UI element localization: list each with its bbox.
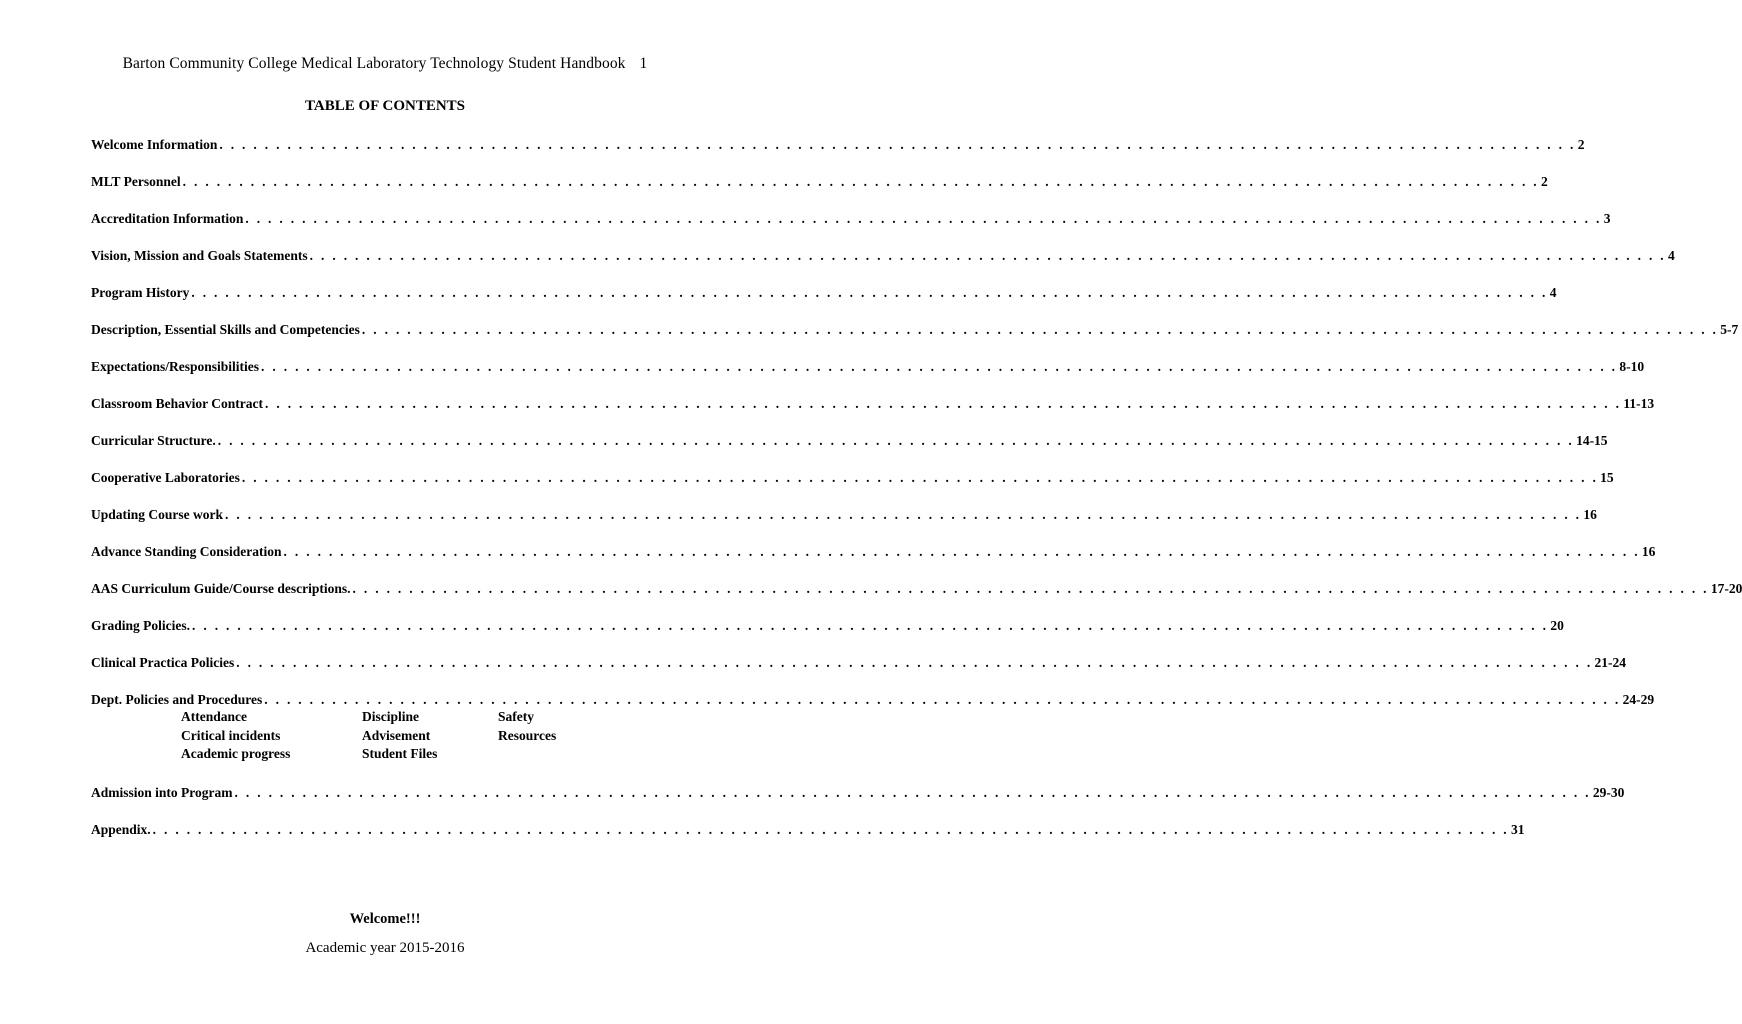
- toc-entry-page: 8-10: [1619, 359, 1645, 374]
- toc-entry-title: Dept. Policies and Procedures: [91, 692, 263, 707]
- toc-entry-title: Appendix.: [91, 822, 151, 837]
- subtopic-column: [362, 708, 437, 764]
- toc-entry-page: 11-13: [1623, 396, 1655, 411]
- toc-entry-page: 20: [1550, 618, 1564, 633]
- leader-dots: . . . . . . . . . . . . . . . . . . . . . . . . . . . . . . . . . . . . . . . . . . . . . . . . . . . . . . . . . . . . . . . . . . . . . . . . . . . . . . . . . . . . . . . . . . . . . . . . . . . . . . . . . . . . . . . . . . . . . . . .: [191, 285, 1548, 300]
- toc-entry: [91, 247, 1675, 284]
- leader-dots: . . . . . . . . . . . . . . . . . . . . . . . . . . . . . . . . . . . . . . . . . . . . . . . . . . . . . . . . . . . . . . . . . . . . . . . . . . . . . . . . . . . . . . . . . . . . . . . . . . . . . . . . . . . . . . . . . . . . . . . .: [192, 618, 1549, 633]
- toc-entry: [91, 321, 1739, 358]
- toc-entry: [91, 284, 1557, 321]
- leader-dots: . . . . . . . . . . . . . . . . . . . . . . . . . . . . . . . . . . . . . . . . . . . . . . . . . . . . . . . . . . . . . . . . . . . . . . . . . . . . . . . . . . . . . . . . . . . . . . . . . . . . . . . . . . . . . . . . . . . . . . . .: [241, 470, 1599, 485]
- leader-dots: . . . . . . . . . . . . . . . . . . . . . . . . . . . . . . . . . . . . . . . . . . . . . . . . . . . . . . . . . . . . . . . . . . . . . . . . . . . . . . . . . . . . . . . . . . . . . . . . . . . . . . . . . . . . . . . . . . . . . . . .: [245, 211, 1602, 226]
- toc-entry-title: Cooperative Laboratories: [91, 470, 240, 485]
- leader-dots: . . . . . . . . . . . . . . . . . . . . . . . . . . . . . . . . . . . . . . . . . . . . . . . . . . . . . . . . . . . . . . . . . . . . . . . . . . . . . . . . . . . . . . . . . . . . . . . . . . . . . . . . . . . . . . . . . . . . . . . .: [225, 507, 1582, 522]
- toc-entry: [91, 395, 1655, 432]
- toc-entry-page: 4: [1667, 248, 1675, 263]
- toc-entry-title: Clinical Practica Policies: [91, 655, 235, 670]
- academic-year: Academic year 2015-2016: [305, 940, 465, 956]
- toc-entry-title: Curricular Structure.: [91, 433, 216, 448]
- toc-entry: [91, 821, 1525, 858]
- toc-entry-page: 15: [1600, 470, 1614, 485]
- toc-entry: [91, 580, 1742, 617]
- leader-dots: . . . . . . . . . . . . . . . . . . . . . . . . . . . . . . . . . . . . . . . . . . . . . . . . . . . . . . . . . . . . . . . . . . . . . . . . . . . . . . . . . . . . . . . . . . . . . . . . . . . . . . . . . . . . . . . . . . . . . . . .: [309, 248, 1666, 263]
- subtopic: Attendance: [181, 709, 247, 724]
- toc-entry: [91, 506, 1597, 543]
- toc-entry-title: Vision, Mission and Goals Statements: [91, 248, 308, 263]
- welcome-heading: Welcome!!!: [349, 911, 421, 927]
- subtopic-column: [181, 708, 290, 764]
- subtopic: Safety: [498, 709, 534, 724]
- toc-entry-page: 2: [1540, 174, 1548, 189]
- toc-entry: [91, 358, 1645, 395]
- page-number: 1: [639, 55, 648, 72]
- toc-entry-page: 4: [1549, 285, 1557, 300]
- toc-entry-title: Welcome Information: [91, 137, 218, 152]
- toc-entry-title: AAS Curriculum Guide/Course descriptions.: [91, 581, 351, 596]
- subtopic: Resources: [498, 727, 557, 743]
- toc-entry-title: Updating Course work: [91, 507, 224, 522]
- toc-entry-page: 21-24: [1594, 655, 1627, 670]
- dept-policy-subtopics: [91, 709, 681, 784]
- toc-entry: [91, 432, 1608, 469]
- subtopic: Discipline: [362, 709, 420, 724]
- toc-entry: [91, 136, 1585, 173]
- leader-dots: . . . . . . . . . . . . . . . . . . . . . . . . . . . . . . . . . . . . . . . . . . . . . . . . . . . . . . . . . . . . . . . . . . . . . . . . . . . . . . . . . . . . . . . . . . . . . . . . . . . . . . . . . . . . . . . . . . . . . . . .: [261, 359, 1618, 374]
- table-of-contents: [91, 136, 1742, 858]
- leader-dots: . . . . . . . . . . . . . . . . . . . . . . . . . . . . . . . . . . . . . . . . . . . . . . . . . . . . . . . . . . . . . . . . . . . . . . . . . . . . . . . . . . . . . . . . . . . . . . . . . . . . . . . . . . . . . . . . . . . . . . . .: [219, 137, 1576, 152]
- toc-title: TABLE OF CONTENTS: [304, 98, 466, 114]
- toc-entry: [91, 173, 1548, 210]
- toc-entry: [91, 543, 1656, 580]
- toc-entry-page: 29-30: [1592, 785, 1625, 800]
- toc-entry: [91, 469, 1614, 506]
- toc-entry-title: Grading Policies.: [91, 618, 190, 633]
- subtopic: Advisement: [362, 727, 431, 743]
- toc-entry-page: 17-20: [1710, 581, 1742, 596]
- toc-entry-page: 2: [1577, 137, 1585, 152]
- toc-entry-title: Admission into Program: [91, 785, 233, 800]
- toc-entry-title: Accreditation Information: [91, 211, 244, 226]
- toc-entry-title: Program History: [91, 285, 190, 300]
- leader-dots: . . . . . . . . . . . . . . . . . . . . . . . . . . . . . . . . . . . . . . . . . . . . . . . . . . . . . . . . . . . . . . . . . . . . . . . . . . . . . . . . . . . . . . . . . . . . . . . . . . . . . . . . . . . . . . . . . . . . . . . .: [236, 655, 1593, 670]
- toc-entry-title: Description, Essential Skills and Competencies: [91, 322, 360, 337]
- toc-entry-title: Classroom Behavior Contract: [91, 396, 263, 411]
- toc-entry-title: MLT Personnel: [91, 174, 181, 189]
- toc-entry-title: Expectations/Responsibilities: [91, 359, 260, 374]
- toc-entry: [91, 617, 1564, 654]
- toc-entry-page: 16: [1583, 507, 1597, 522]
- toc-entry-page: 5-7: [1720, 322, 1739, 337]
- toc-entry-page: 16: [1641, 544, 1656, 559]
- toc-entry: [91, 784, 1625, 821]
- toc-entry-page: 31: [1510, 822, 1525, 837]
- handbook-title: Barton Community College Medical Laboratory Technology Student Handbook: [122, 55, 626, 72]
- toc-entry-page: 3: [1603, 211, 1611, 226]
- toc-entry: [91, 210, 1611, 247]
- leader-dots: . . . . . . . . . . . . . . . . . . . . . . . . . . . . . . . . . . . . . . . . . . . . . . . . . . . . . . . . . . . . . . . . . . . . . . . . . . . . . . . . . . . . . . . . . . . . . . . . . . . . . . . . . . . . . . . . . . . . . . . .: [182, 174, 1539, 189]
- leader-dots: . . . . . . . . . . . . . . . . . . . . . . . . . . . . . . . . . . . . . . . . . . . . . . . . . . . . . . . . . . . . . . . . . . . . . . . . . . . . . . . . . . . . . . . . . . . . . . . . . . . . . . . . . . . . . . . . . . . . . . . .: [361, 322, 1719, 337]
- leader-dots: . . . . . . . . . . . . . . . . . . . . . . . . . . . . . . . . . . . . . . . . . . . . . . . . . . . . . . . . . . . . . . . . . . . . . . . . . . . . . . . . . . . . . . . . . . . . . . . . . . . . . . . . . . . . . . . . . . . . . . . .: [152, 822, 1509, 837]
- leader-dots: . . . . . . . . . . . . . . . . . . . . . . . . . . . . . . . . . . . . . . . . . . . . . . . . . . . . . . . . . . . . . . . . . . . . . . . . . . . . . . . . . . . . . . . . . . . . . . . . . . . . . . . . . . . . . . . . . . . . . . . .: [265, 396, 1622, 411]
- leader-dots: . . . . . . . . . . . . . . . . . . . . . . . . . . . . . . . . . . . . . . . . . . . . . . . . . . . . . . . . . . . . . . . . . . . . . . . . . . . . . . . . . . . . . . . . . . . . . . . . . . . . . . . . . . . . . . . . . . . . . . . .: [217, 433, 1575, 448]
- subtopic: Academic progress: [181, 746, 291, 761]
- toc-entry-page: 24-29: [1622, 692, 1655, 707]
- leader-dots: . . . . . . . . . . . . . . . . . . . . . . . . . . . . . . . . . . . . . . . . . . . . . . . . . . . . . . . . . . . . . . . . . . . . . . . . . . . . . . . . . . . . . . . . . . . . . . . . . . . . . . . . . . . . . . . . . . . . . . . .: [283, 544, 1640, 559]
- toc-entry-page: 14-15: [1576, 433, 1608, 448]
- toc-entry-title: Advance Standing Consideration: [91, 544, 282, 559]
- page-header: [0, 55, 770, 73]
- toc-entry: [91, 654, 1627, 691]
- subtopic: Student Files: [362, 746, 438, 761]
- leader-dots: . . . . . . . . . . . . . . . . . . . . . . . . . . . . . . . . . . . . . . . . . . . . . . . . . . . . . . . . . . . . . . . . . . . . . . . . . . . . . . . . . . . . . . . . . . . . . . . . . . . . . . . . . . . . . . . . . . . . . . . .: [234, 785, 1591, 800]
- subtopic-column: [498, 708, 556, 745]
- leader-dots: . . . . . . . . . . . . . . . . . . . . . . . . . . . . . . . . . . . . . . . . . . . . . . . . . . . . . . . . . . . . . . . . . . . . . . . . . . . . . . . . . . . . . . . . . . . . . . . . . . . . . . . . . . . . . . . . . . . . . . . .: [264, 692, 1621, 707]
- leader-dots: . . . . . . . . . . . . . . . . . . . . . . . . . . . . . . . . . . . . . . . . . . . . . . . . . . . . . . . . . . . . . . . . . . . . . . . . . . . . . . . . . . . . . . . . . . . . . . . . . . . . . . . . . . . . . . . . . . . . . . . .: [352, 581, 1709, 596]
- subtopic: Critical incidents: [181, 727, 281, 743]
